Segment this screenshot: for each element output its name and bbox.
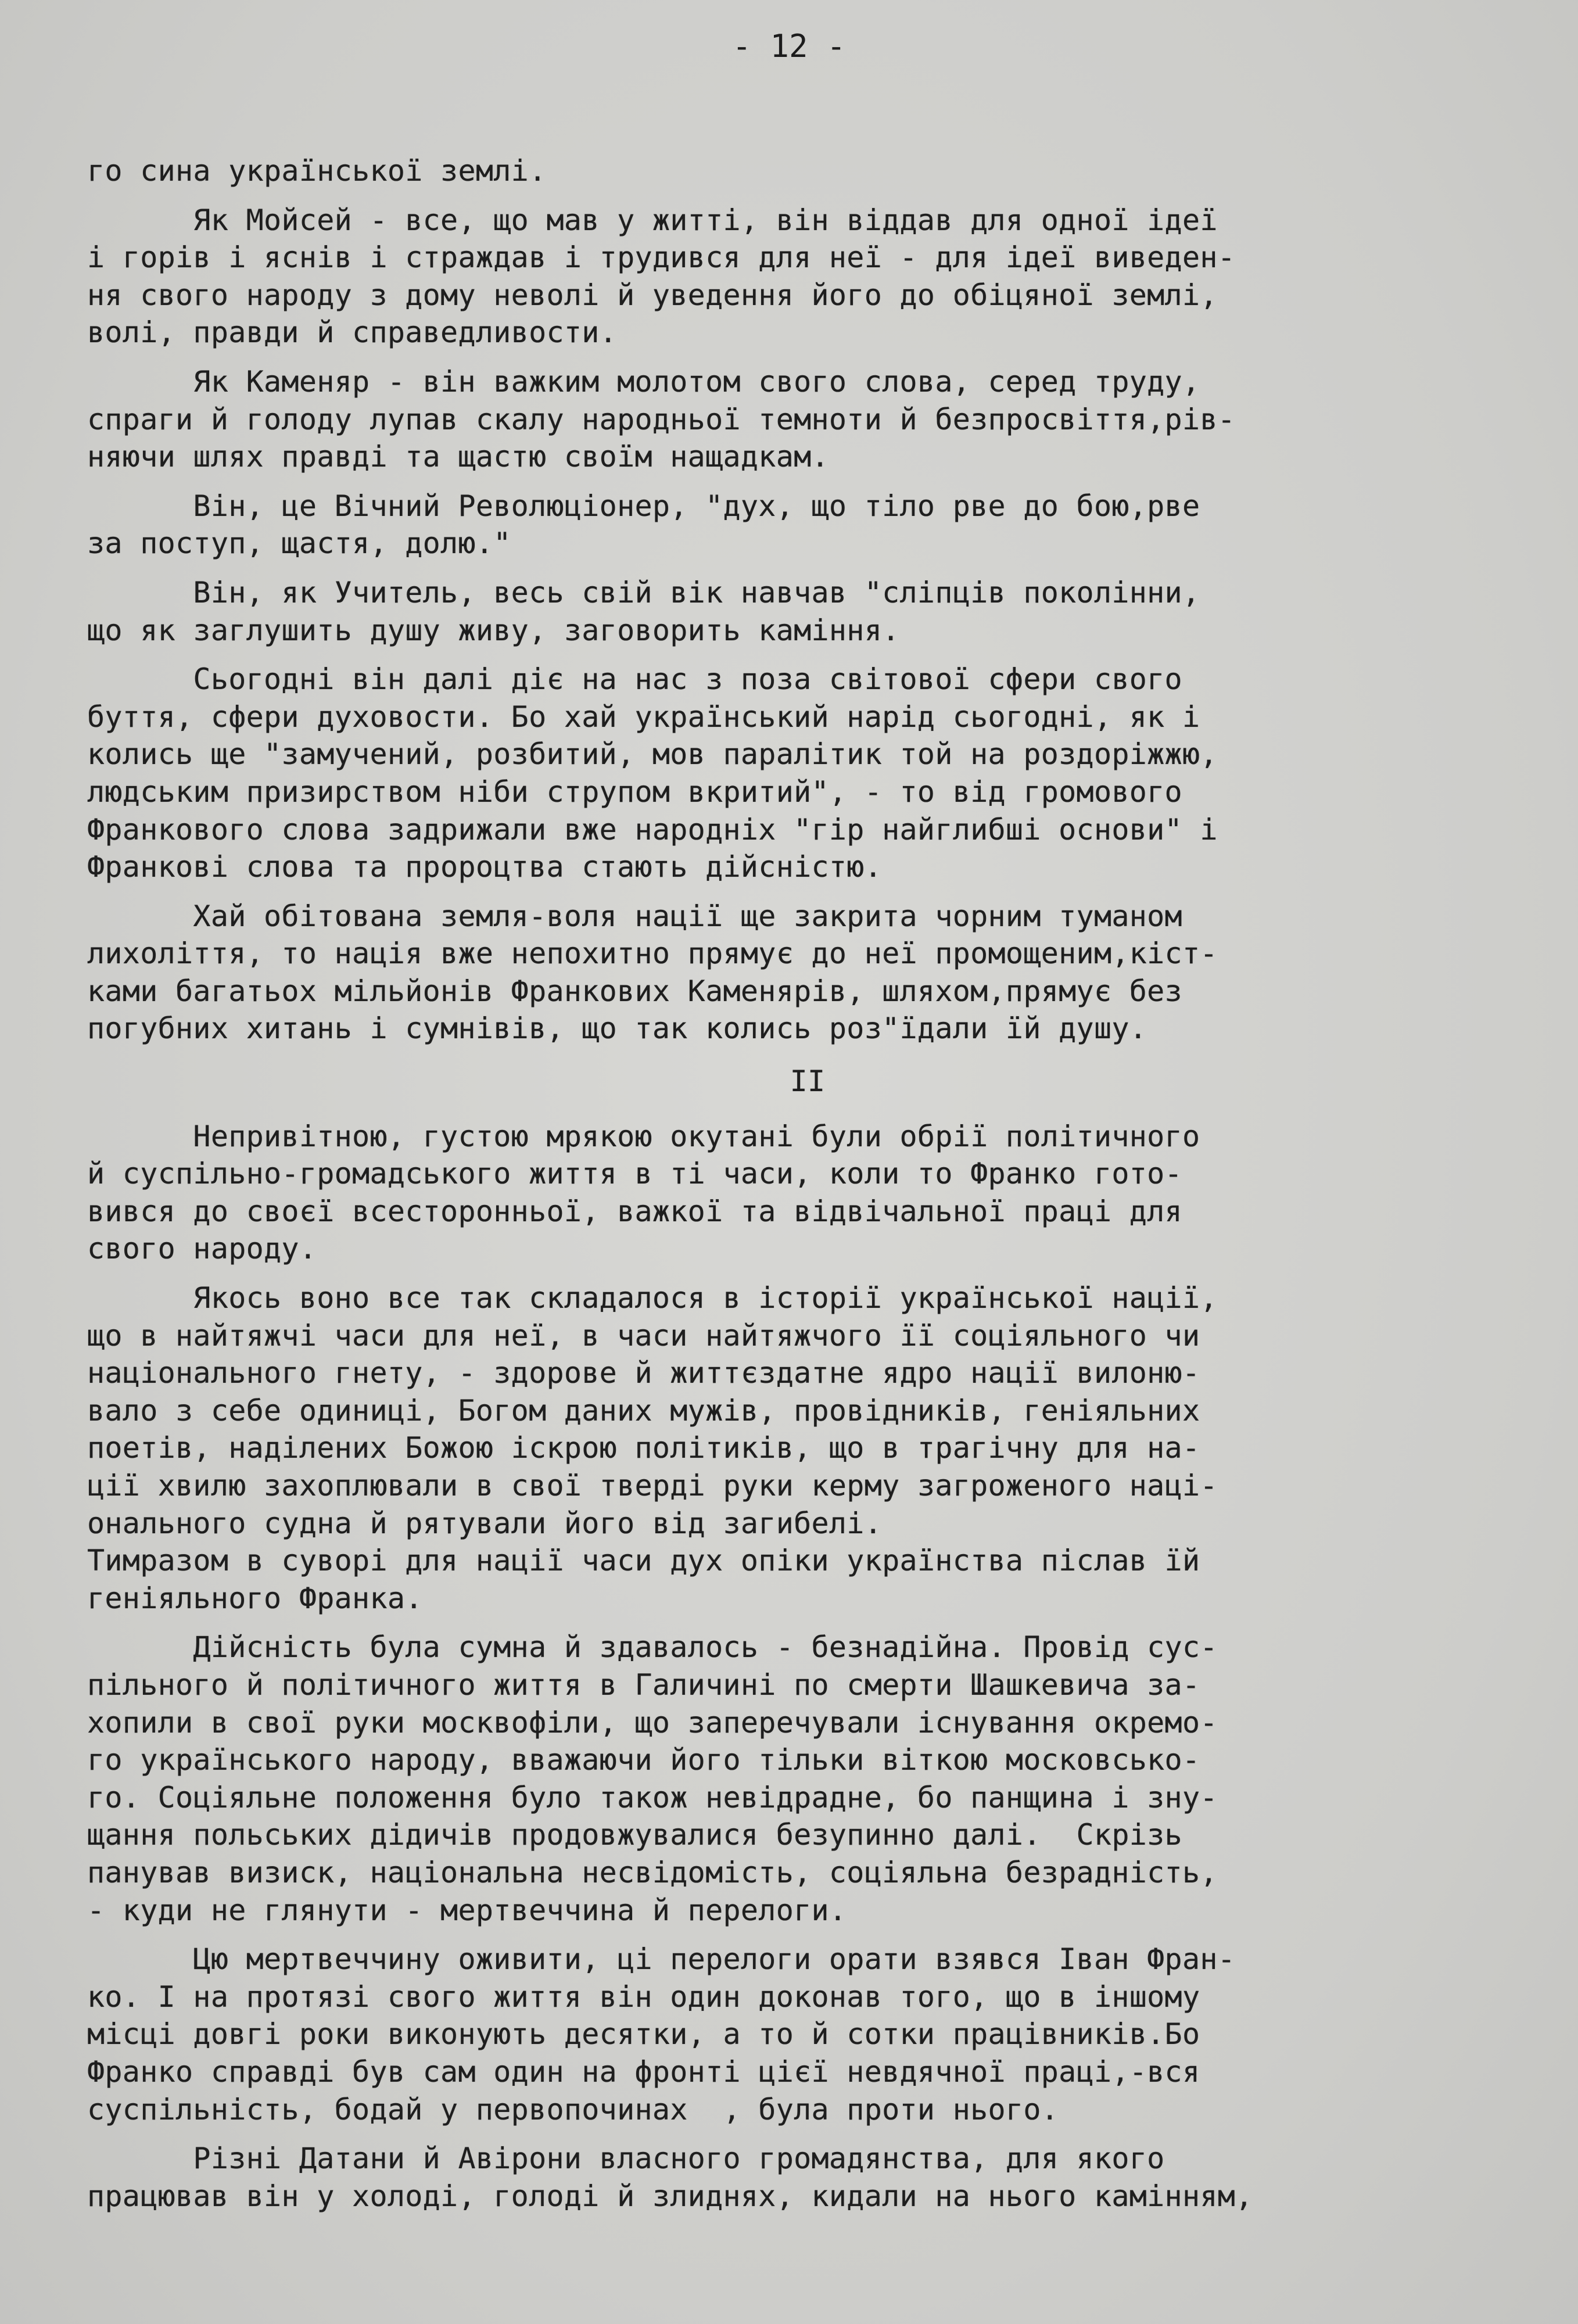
text-line: хопили в свої руки москвофіли, що заперечували існування окремо- xyxy=(87,1705,1218,1740)
text-line: Він, це Вічний Революціонер, "дух, що тіло рве до бою,рве xyxy=(87,489,1200,523)
paragraph-gap xyxy=(87,352,1528,363)
text-line: Тимразом в суворі для нації часи дух опіки українства післав їй xyxy=(87,1544,1200,1578)
paragraph xyxy=(87,574,1528,649)
paragraph xyxy=(87,1629,1528,1929)
paragraph xyxy=(87,2140,1528,2215)
text-line: місці довгі роки виконують десятки, а то й сотки працівників.Бо xyxy=(87,2017,1200,2052)
text-line: го українського народу, вважаючи його тільки віткою московсько- xyxy=(87,1743,1200,1777)
paragraph xyxy=(87,661,1528,886)
text-line: працював він у холоді, голоді й злиднях, кидали на нього камінням, xyxy=(87,2179,1253,2213)
paragraph-gap xyxy=(87,1929,1528,1941)
text-line: свого народу. xyxy=(87,1232,317,1266)
text-line: Як Мойсей - все, що мав у житті, він віддав для одної ідеї xyxy=(87,203,1218,237)
text-line: що в найтяжчі часи для неї, в часи найтяжчого її соціяльного чи xyxy=(87,1318,1200,1353)
text-line: Непривітною, густою мрякою окутані були обрії політичного xyxy=(87,1119,1200,1153)
text-line: й суспільно-громадського життя в ті часи, коли то Франко гото- xyxy=(87,1157,1182,1191)
paragraph-gap xyxy=(87,476,1528,487)
text-line: колись ще "замучений, розбитий, мов паралітик той на роздоріжжю, xyxy=(87,737,1218,772)
text-line: Якось воно все так складалося в історії української нації, xyxy=(87,1281,1218,1315)
text-line: волі, правди й справедливости. xyxy=(87,315,618,350)
text-line: няючи шлях правді та щастю своїм нащадкам. xyxy=(87,440,829,474)
text-line: го. Соціяльне положення було також невідрадне, бо панщина і зну- xyxy=(87,1780,1218,1814)
text-line: що як заглушить душу живу, заговорить каміння. xyxy=(87,613,900,647)
text-line: буття, сфери духовости. Бо хай український нарід сьогодні, як і xyxy=(87,700,1200,734)
text-line: погубних хитань і сумнівів, що так колись роз"їдали їй душу. xyxy=(87,1012,1147,1046)
text-line: вився до своєї всесторонньої, важкої та відвічальної праці для xyxy=(87,1194,1182,1228)
text-line: суспільність, бодай у первопочинах , була проти нього. xyxy=(87,2092,1059,2126)
paragraph xyxy=(87,1118,1528,1268)
text-line: ко. І на протязі свого життя він один доконав того, що в іншому xyxy=(87,1979,1200,2014)
page-number: - 12 - xyxy=(732,28,846,64)
text-line: Сьогодні він далі діє на нас з поза світової сфери свого xyxy=(87,662,1182,697)
text-line: Як Каменяр - він важким молотом свого слова, серед труду, xyxy=(87,364,1200,399)
text-line: лихоліття, то нація вже непохитно прямує до неї промощеним,кіст- xyxy=(87,937,1218,971)
text-line: Різні Датани й Авірони власного громадянства, для якого xyxy=(87,2142,1165,2176)
section-one xyxy=(87,152,1528,1048)
text-line: спраги й голоду лупав скалу народньої темноти й безпросвіття,рів- xyxy=(87,402,1236,436)
text-line: пільного й політичного життя в Галичині по смерти Шашкевича за- xyxy=(87,1667,1200,1702)
text-line: людським призирством ніби струпом вкритий", - то від громового xyxy=(87,774,1182,809)
text-line: онального судна й рятували його від загибелі. xyxy=(87,1506,883,1540)
text-line: Хай обітована земля-воля нації ще закрита чорним туманом xyxy=(87,899,1182,933)
paragraph-gap xyxy=(87,886,1528,898)
text-line: щання польських дідичів продовжувалися безупинно далі. Скрізь xyxy=(87,1818,1182,1852)
paragraph xyxy=(87,487,1528,562)
text-line: і горів і яснів і страждав і трудився для неї - для ідеї виведен- xyxy=(87,241,1236,275)
text-line: національного гнету, - здорове й життєздатне ядро нації вилоню- xyxy=(87,1356,1200,1390)
text-line: ня свого народу з дому неволі й уведення його до обіцяної землі, xyxy=(87,278,1218,312)
paragraph xyxy=(87,202,1528,352)
text-line: ками багатьох мільйонів Франкових Каменярів, шляхом,прямує без xyxy=(87,974,1182,1008)
text-line: панував визиск, національна несвідомість, соціяльна безрадність, xyxy=(87,1855,1218,1889)
paragraph xyxy=(87,363,1528,476)
paragraph xyxy=(87,152,1528,190)
text-line: Він, як Учитель, весь свій вік навчав "сліпців поколінни, xyxy=(87,575,1200,609)
body-text xyxy=(87,152,1528,2215)
text-line: Франко справді був сам один на фронті цієї невдячної праці,-вся xyxy=(87,2054,1200,2089)
paragraph-gap xyxy=(87,562,1528,574)
section-two xyxy=(87,1118,1528,2215)
text-line: геніяльного Франка. xyxy=(87,1581,423,1615)
paragraph-gap xyxy=(87,190,1528,202)
paragraph-gap xyxy=(87,1268,1528,1279)
text-line: Дійсність була сумна й здавалось - безнадійна. Провід сус- xyxy=(87,1630,1218,1665)
text-line: за поступ, щастя, долю." xyxy=(87,526,511,561)
text-line: Цю мертвеччину оживити, ці перелоги орати взявся Іван Фран- xyxy=(87,1942,1236,1977)
text-line: ції хвилю захоплювали в свої тверді руки керму загроженого наці- xyxy=(87,1469,1218,1502)
text-line: Франкові слова та пророцтва стають дійсністю. xyxy=(87,850,883,884)
text-line: го сина української землі. xyxy=(87,154,547,188)
text-line: - куди не глянути - мертвеччина й перелоги. xyxy=(87,1893,847,1927)
text-line: вало з себе одиниці, Богом даних мужів, провідників, геніяльних xyxy=(87,1393,1200,1428)
paragraph-gap xyxy=(87,1617,1528,1629)
text-line: поетів, наділених Божою іскрою політиків, що в трагічну для на- xyxy=(87,1431,1200,1465)
paragraph xyxy=(87,898,1528,1048)
text-line: Франкового слова задрижали вже народніх "гір найглибші основи" і xyxy=(87,812,1218,847)
paragraph xyxy=(87,1941,1528,2128)
paragraph xyxy=(87,1279,1528,1617)
paragraph-gap xyxy=(87,649,1528,661)
section-heading: II xyxy=(790,1064,826,1099)
paragraph-gap xyxy=(87,2128,1528,2140)
